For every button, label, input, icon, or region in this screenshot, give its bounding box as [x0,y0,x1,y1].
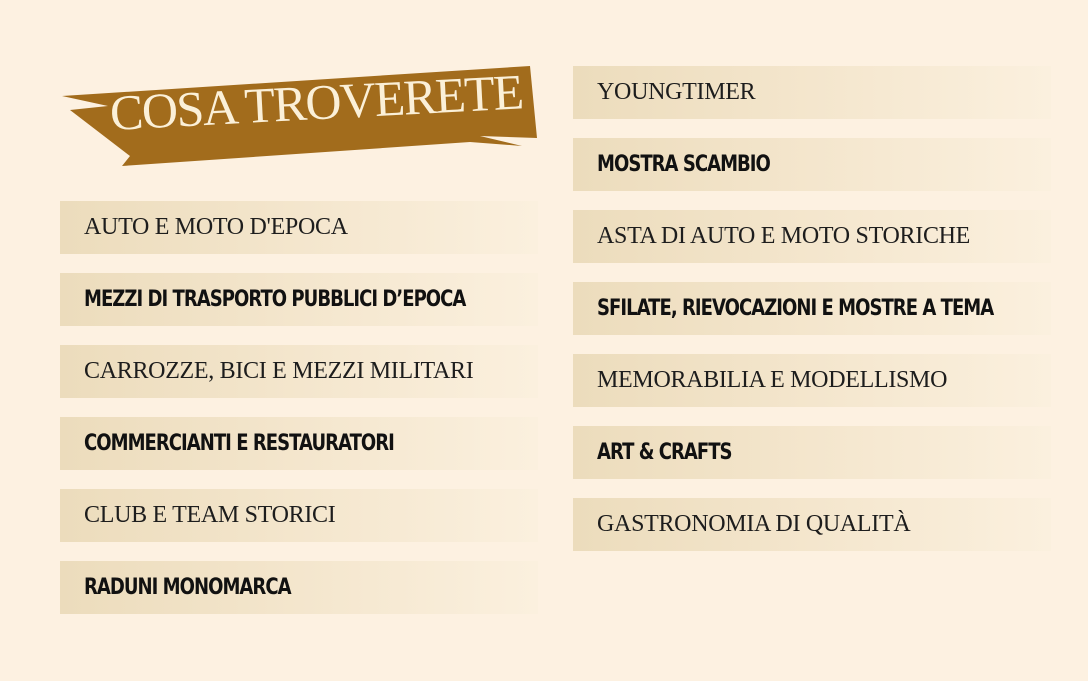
left-feature-list [60,201,538,633]
list-item-label: RADUNI MONOMARCA [84,575,291,600]
list-item-label: CARROZZE, BICI E MEZZI MILITARI [84,358,474,384]
list-item [60,201,538,254]
page-title: COSA TROVERETE [108,63,524,141]
list-item [573,210,1051,263]
list-item-label: MEMORABILIA E MODELLISMO [597,367,948,393]
list-item-label: MOSTRA SCAMBIO [597,152,770,177]
list-item [60,489,538,542]
section-heading-banner [60,63,538,170]
list-item-label: SFILATE, RIEVOCAZIONI E MOSTRE A TEMA [597,296,994,321]
list-item [60,417,538,470]
list-item-label: AUTO E MOTO D'EPOCA [84,214,348,240]
list-item [573,498,1051,551]
list-item [573,282,1051,335]
list-item-label: ART & CRAFTS [597,440,732,465]
list-item [573,426,1051,479]
list-item [60,561,538,614]
list-item [573,138,1051,191]
list-item [60,273,538,326]
right-feature-list [573,66,1051,570]
list-item [573,66,1051,119]
list-item [60,345,538,398]
list-item-label: YOUNGTIMER [597,79,756,105]
list-item-label: COMMERCIANTI E RESTAURATORI [84,431,394,456]
list-item [573,354,1051,407]
list-item-label: MEZZI DI TRASPORTO PUBBLICI D’EPOCA [84,287,466,312]
list-item-label: ASTA DI AUTO E MOTO STORICHE [597,223,971,249]
list-item-label: CLUB E TEAM STORICI [84,502,336,528]
list-item-label: GASTRONOMIA DI QUALITÀ [597,511,911,537]
